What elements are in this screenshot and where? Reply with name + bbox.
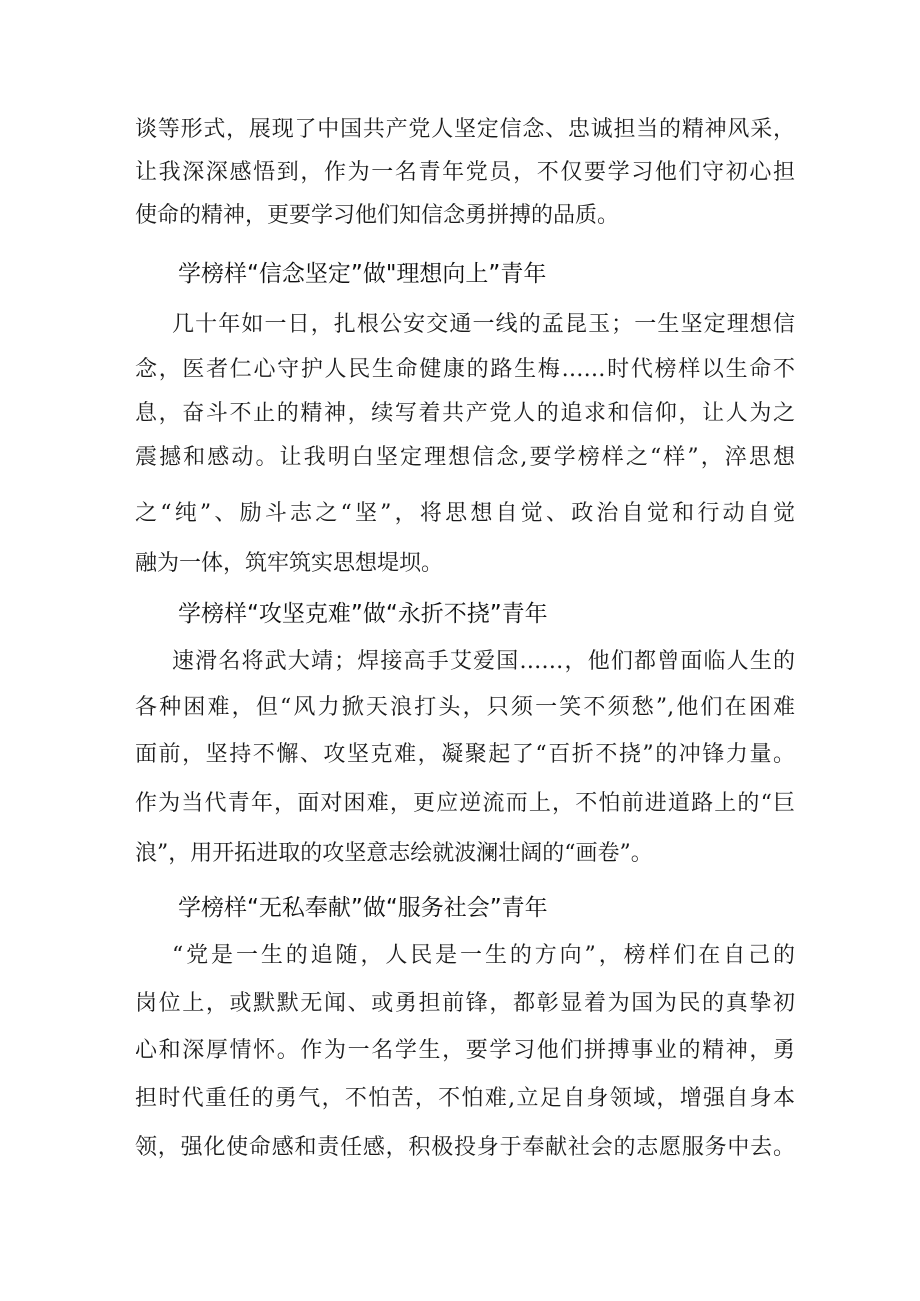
paragraph-line: 震撼和感动。让我明白坚定理想信念,要学榜样之“样”，淬思想 (135, 445, 795, 470)
paragraph-line: 之“纯”、励斗志之“坚”，将思想自觉、政治自觉和行动自觉 (135, 501, 795, 526)
paragraph-line: 担时代重任的勇气，不怕苦，不怕难,立足自身领域，增强自身本 (135, 1086, 795, 1111)
paragraph-line: 融为一体，筑牢筑实思想堤坝。 (135, 551, 444, 576)
paragraph-line: 各种困难，但“风力掀天浪打头，只须一笑不须愁”,他们在困难 (135, 695, 795, 720)
section-heading: 学榜样“无私奉献”做“服务社会”青年 (178, 895, 548, 921)
section-heading: 学榜样“攻坚克难”做“永折不挠”青年 (178, 601, 548, 627)
paragraph-line: 让我深深感悟到，作为一名青年党员，不仅要学习他们守初心担 (135, 160, 795, 185)
paragraph-line: 领，强化使命感和责任感，积极投身于奉献社会的志愿服务中去。 (135, 1135, 795, 1160)
paragraph-line: 岗位上，或默默无闻、或勇担前锋，都彰显着为国为民的真挚初 (135, 991, 795, 1016)
paragraph-line: 息，奋斗不止的精神，续写着共产党人的追求和信仰，让人为之 (135, 401, 795, 426)
paragraph-line: 使命的精神，更要学习他们知信念勇拼搏的品质。 (135, 203, 620, 228)
paragraph-line: 作为当代青年，面对困难，更应逆流而上，不怕前进道路上的“巨 (135, 791, 795, 816)
paragraph-line: 心和深厚情怀。作为一名学生，要学习他们拼搏事业的精神，勇 (135, 1038, 795, 1063)
paragraph-line: 面前，坚持不懈、攻坚克难，凝聚起了“百折不挠”的冲锋力量。 (135, 742, 795, 767)
paragraph-line: 速滑名将武大靖；焊接高手艾爱国……，他们都曾面临人生的 (172, 649, 795, 674)
section-heading: 学榜样“信念坚定”做"理想向上”青年 (178, 261, 547, 287)
paragraph-line: 念，医者仁心守护人民生命健康的路生梅……时代榜样以生命不 (135, 357, 795, 382)
paragraph-line: 浪”，用开拓进取的攻坚意志绘就波澜壮阔的“画卷”。 (135, 841, 653, 866)
paragraph-line: “党是一生的追随，人民是一生的方向”，榜样们在自己的 (172, 943, 795, 968)
paragraph-line: 几十年如一日，扎根公安交通一线的孟昆玉；一生坚定理想信 (172, 312, 795, 337)
paragraph-line: 谈等形式，展现了中国共产党人坚定信念、忠诚担当的精神风采， (135, 117, 795, 142)
